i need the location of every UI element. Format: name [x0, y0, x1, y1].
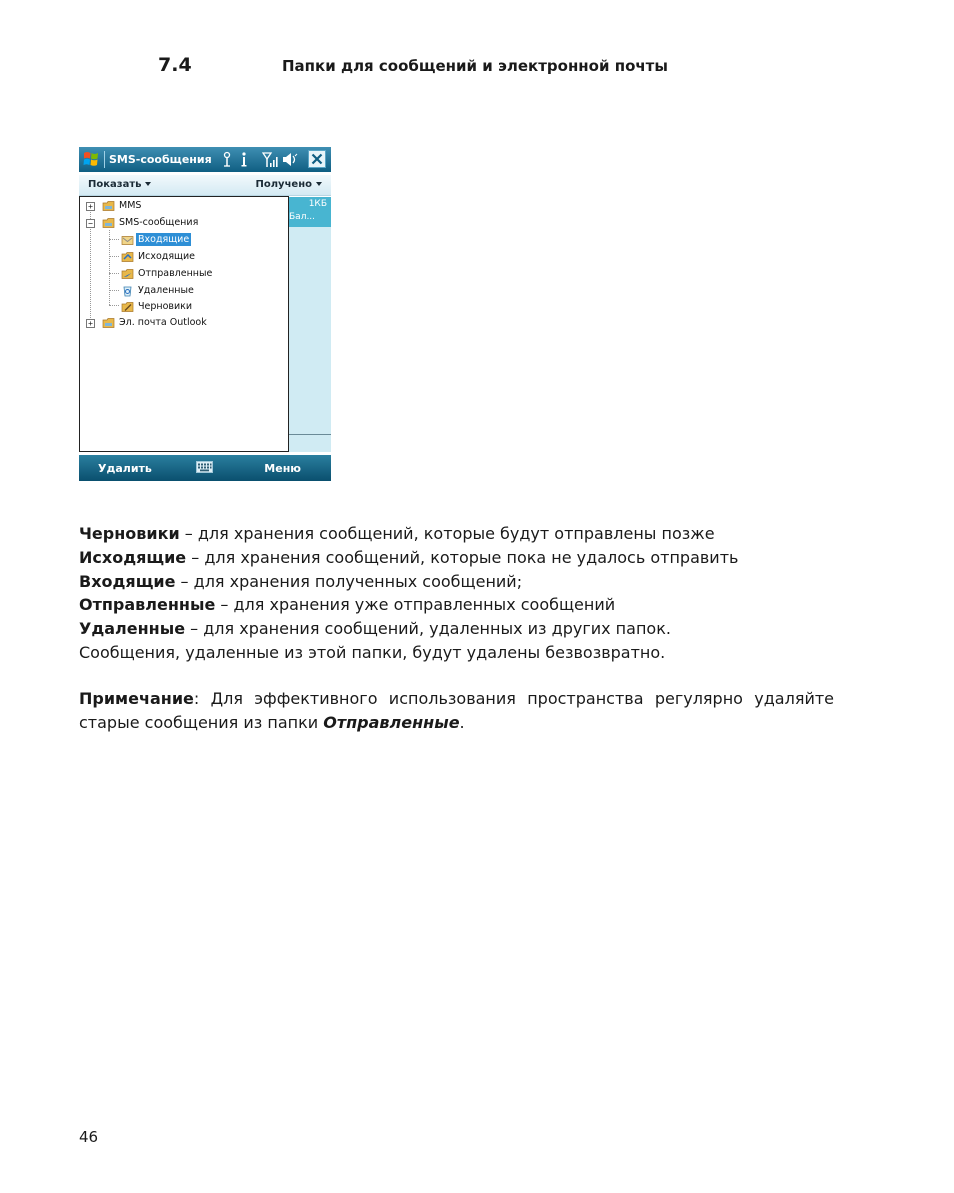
- tree-item-outbox[interactable]: [121, 249, 197, 264]
- definition-line: [79, 570, 839, 594]
- note-paragraph: [79, 687, 834, 735]
- title-separator: [104, 151, 105, 168]
- message-list: [288, 197, 331, 452]
- tree-label: Отправленные: [138, 268, 213, 279]
- tree-line: [109, 256, 119, 257]
- tree-item-sent[interactable]: [121, 266, 214, 281]
- tree-item-inbox[interactable]: [121, 232, 191, 247]
- tree-label: Черновики: [138, 301, 193, 312]
- chevron-down-icon: [145, 182, 151, 186]
- delete-softkey[interactable]: Удалить: [98, 462, 152, 475]
- antenna-icon[interactable]: [222, 151, 232, 168]
- windows-start-icon[interactable]: [82, 150, 100, 168]
- info-icon[interactable]: [240, 151, 248, 168]
- tree-label: Исходящие: [138, 251, 196, 262]
- definition-line: [79, 522, 839, 546]
- definition-line: [79, 617, 839, 641]
- signal-icon[interactable]: [262, 151, 278, 168]
- definition-term: Удаленные: [79, 619, 186, 639]
- message-list-item[interactable]: [288, 197, 331, 227]
- tree-line: [109, 305, 119, 306]
- outbox-folder-icon: [121, 251, 134, 263]
- page-number: 46: [79, 1128, 99, 1146]
- tree-label: MMS: [119, 200, 142, 211]
- close-button[interactable]: [308, 150, 326, 168]
- note-term: Примечание: [79, 689, 194, 708]
- show-menu[interactable]: [88, 179, 151, 190]
- tree-label: Входящие: [138, 234, 190, 245]
- folder-icon: [102, 317, 115, 329]
- tree-label: SMS-сообщения: [119, 217, 199, 228]
- collapse-minus-icon[interactable]: −: [86, 219, 95, 228]
- sent-folder-icon: [121, 268, 134, 280]
- softkey-bar: [79, 455, 331, 481]
- definition-text: – для хранения сообщений, удаленных из других папок.: [185, 619, 671, 639]
- folder-tree: [79, 196, 289, 452]
- definition-line: [79, 593, 839, 617]
- speaker-icon[interactable]: [282, 151, 298, 168]
- tree-label: Удаленные: [138, 285, 194, 296]
- definition-text: – для хранения сообщений, которые пока не удалось отправить: [186, 547, 739, 567]
- folder-icon: [102, 200, 115, 212]
- definition-text: – для хранения сообщений, которые будут отправлены позже: [179, 524, 715, 543]
- folder-icon: [102, 217, 115, 229]
- definition-term: Исходящие: [79, 547, 187, 567]
- phone-screenshot: [79, 147, 331, 481]
- tree-item-drafts[interactable]: [121, 299, 194, 314]
- tree-line: [109, 239, 119, 240]
- drafts-folder-icon: [121, 301, 134, 313]
- recycle-bin-icon: [121, 285, 134, 297]
- title-bar: [79, 147, 331, 172]
- message-snippet: Бал...: [289, 212, 316, 222]
- section-number: 7.4: [158, 54, 192, 76]
- tree-line: [90, 226, 91, 322]
- definition-text: – для хранения уже отправленных сообщений: [215, 595, 616, 615]
- definition-term: Входящие: [79, 571, 176, 591]
- tree-line: [109, 230, 110, 305]
- section-title: Папки для сообщений и электронной почты: [282, 57, 668, 75]
- definition-line: [79, 546, 839, 570]
- note-end: .: [459, 712, 465, 732]
- folder-definitions: [79, 522, 839, 665]
- app-title: SMS-сообщения: [109, 153, 212, 166]
- keyboard-icon[interactable]: [196, 461, 213, 473]
- definition-tail: Сообщения, удаленные из этой папки, будут удалены безвозвратно.: [79, 642, 666, 662]
- note-text: : Для эффективного использования пространства регулярно удаляйте старые сообщения из папки: [79, 689, 834, 732]
- inbox-folder-icon: [121, 234, 134, 246]
- sort-menu-label: Получено: [255, 179, 312, 190]
- list-divider: [288, 434, 331, 435]
- show-menu-label: Показать: [88, 179, 142, 190]
- tree-label: Эл. почта Outlook: [119, 317, 207, 328]
- tree-item-deleted[interactable]: [121, 283, 196, 298]
- tree-item-sms[interactable]: [102, 215, 200, 230]
- close-icon: [309, 151, 325, 167]
- expand-plus-icon[interactable]: +: [86, 202, 95, 211]
- tree-line: [109, 273, 119, 274]
- tree-item-mms[interactable]: [102, 198, 143, 213]
- menu-bar: [79, 175, 331, 196]
- note-emphasis: Отправленные: [323, 712, 460, 732]
- sort-menu[interactable]: [255, 179, 322, 190]
- message-size: 1КБ: [308, 199, 327, 209]
- expand-plus-icon[interactable]: +: [86, 319, 95, 328]
- definition-text: – для хранения полученных сообщений;: [175, 571, 523, 591]
- tree-item-outlook[interactable]: [102, 315, 209, 330]
- tree-line: [109, 290, 119, 291]
- chevron-down-icon: [316, 182, 322, 186]
- definition-term: Черновики: [79, 524, 180, 543]
- menu-softkey[interactable]: Меню: [264, 462, 301, 475]
- definition-term: Отправленные: [79, 595, 216, 615]
